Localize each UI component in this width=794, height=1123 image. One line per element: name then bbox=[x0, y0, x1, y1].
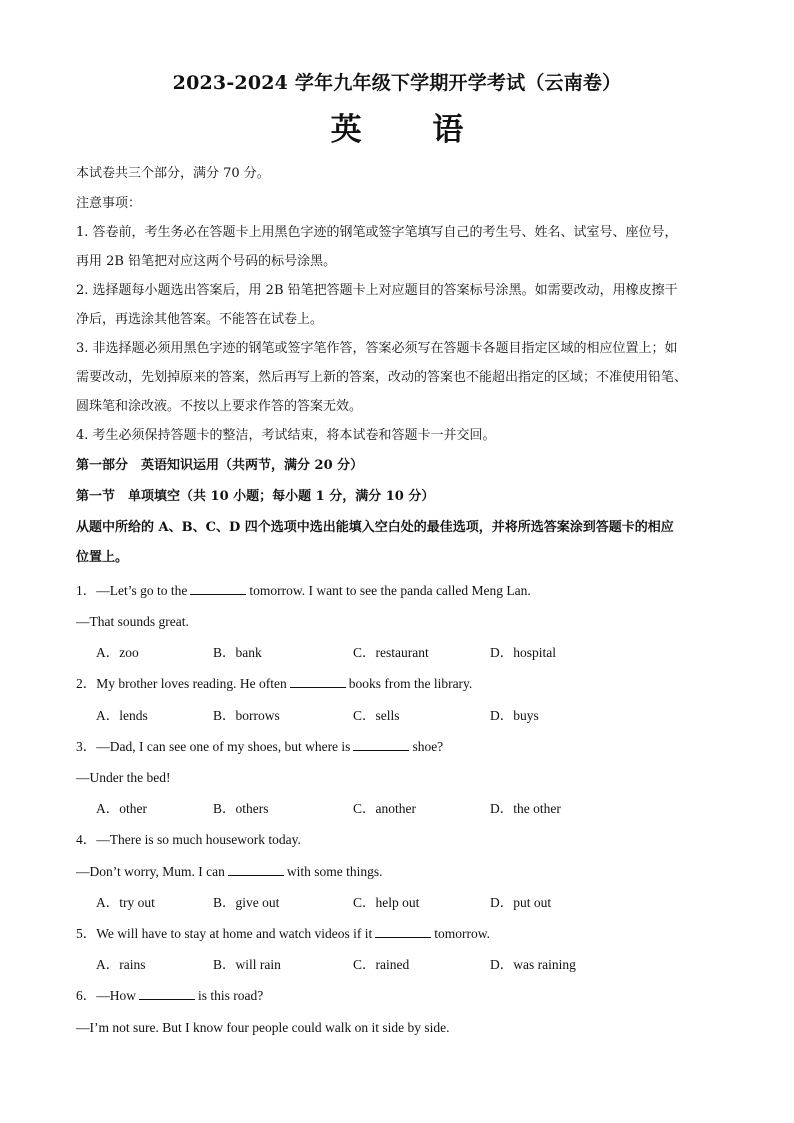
q4-option-b: B．give out bbox=[213, 895, 280, 910]
q2-option-a: A．lends bbox=[96, 708, 148, 723]
notice-item-2a: 2. 选择题每小题选出答案后，用 2B 铅笔把答题卡上对应题目的答案标号涂黑。如需要改动，用橡皮擦干 bbox=[76, 283, 678, 298]
answer-blank bbox=[353, 739, 409, 751]
q3-option-a: A．other bbox=[96, 801, 147, 816]
question-1-reply: —That sounds great. bbox=[76, 614, 189, 629]
answer-blank bbox=[375, 926, 431, 938]
question-6-reply: —I’m not sure. But I know four people could walk on it side by side. bbox=[76, 1020, 450, 1035]
q1-option-d: D．hospital bbox=[490, 645, 556, 660]
q5-option-d: D．was raining bbox=[490, 957, 576, 972]
question-4: 4．—There is so much housework today. bbox=[76, 832, 301, 847]
question-6: 6．—How is this road? bbox=[76, 988, 264, 1003]
q5-option-b: B．will rain bbox=[213, 957, 281, 972]
notice-heading: 注意事项： bbox=[76, 196, 142, 211]
answer-blank bbox=[290, 676, 346, 688]
question-1: 1．—Let’s go to the tomorrow. I want to see the panda called Meng Lan. bbox=[76, 583, 531, 598]
q5-option-c: C．rained bbox=[353, 957, 410, 972]
answer-blank bbox=[190, 583, 246, 595]
q3-option-c: C．another bbox=[353, 801, 416, 816]
total-score-note: 本试卷共三个部分，满分 70 分。 bbox=[76, 166, 270, 181]
q3-option-b: B．others bbox=[213, 801, 269, 816]
q2-option-d: D．buys bbox=[490, 708, 539, 723]
section-direction-a: 从题中所给的 A、B、C、D 四个选项中选出能填入空白处的最佳选项，并将所选答案涂到答题卡的相应 bbox=[76, 520, 674, 535]
notice-item-1b: 再用 2B 铅笔把对应这两个号码的标号涂黑。 bbox=[76, 254, 337, 269]
subject-title: 英 语 bbox=[330, 112, 494, 148]
answer-blank bbox=[228, 864, 284, 876]
q1-option-a: A．zoo bbox=[96, 645, 139, 660]
notice-item-1a: 1. 答卷前，考生务必在答题卡上用黑色字迹的钢笔或签字笔填写自己的考生号、姓名、试室号、座位号， bbox=[76, 225, 678, 240]
q2-option-b: B．borrows bbox=[213, 708, 280, 723]
question-3: 3．—Dad, I can see one of my shoes, but where is shoe? bbox=[76, 739, 444, 754]
question-3-reply: —Under the bed! bbox=[76, 770, 171, 785]
part-heading: 第一部分 英语知识运用（共两节，满分 20 分） bbox=[76, 458, 364, 473]
section-heading: 第一节 单项填空（共 10 小题；每小题 1 分，满分 10 分） bbox=[76, 489, 435, 504]
section-direction-b: 位置上。 bbox=[76, 550, 129, 565]
exam-title: 2023-2024 学年九年级下学期开学考试（云南卷） bbox=[172, 72, 622, 94]
q5-option-a: A．rains bbox=[96, 957, 146, 972]
question-2: 2．My brother loves reading. He often books from the library. bbox=[76, 676, 473, 691]
notice-item-2b: 净后，再选涂其他答案。不能答在试卷上。 bbox=[76, 312, 324, 327]
notice-item-3b: 需要改动，先划掉原来的答案，然后再写上新的答案，改动的答案也不能超出指定的区域；不准使用铅笔、 bbox=[76, 370, 688, 385]
q4-option-a: A．try out bbox=[96, 895, 155, 910]
q4-option-d: D．put out bbox=[490, 895, 552, 910]
notice-item-3a: 3. 非选择题必须用黑色字迹的钢笔或签字笔作答，答案必须写在答题卡各题目指定区域的相应位置上；如 bbox=[76, 341, 678, 356]
q1-option-b: B．bank bbox=[213, 645, 262, 660]
q1-option-c: C．restaurant bbox=[353, 645, 429, 660]
q4-option-c: C．help out bbox=[353, 895, 420, 910]
notice-item-4: 4. 考生必须保持答题卡的整洁，考试结束，将本试卷和答题卡一并交回。 bbox=[76, 428, 496, 443]
answer-blank bbox=[139, 988, 195, 1000]
question-4-reply: —Don’t worry, Mum. I can with some things. bbox=[76, 864, 383, 879]
q3-option-d: D．the other bbox=[490, 801, 561, 816]
question-5: 5．We will have to stay at home and watch videos if it tomorrow. bbox=[76, 926, 490, 941]
notice-item-3c: 圆珠笔和涂改液。不按以上要求作答的答案无效。 bbox=[76, 399, 363, 414]
q2-option-c: C．sells bbox=[353, 708, 400, 723]
